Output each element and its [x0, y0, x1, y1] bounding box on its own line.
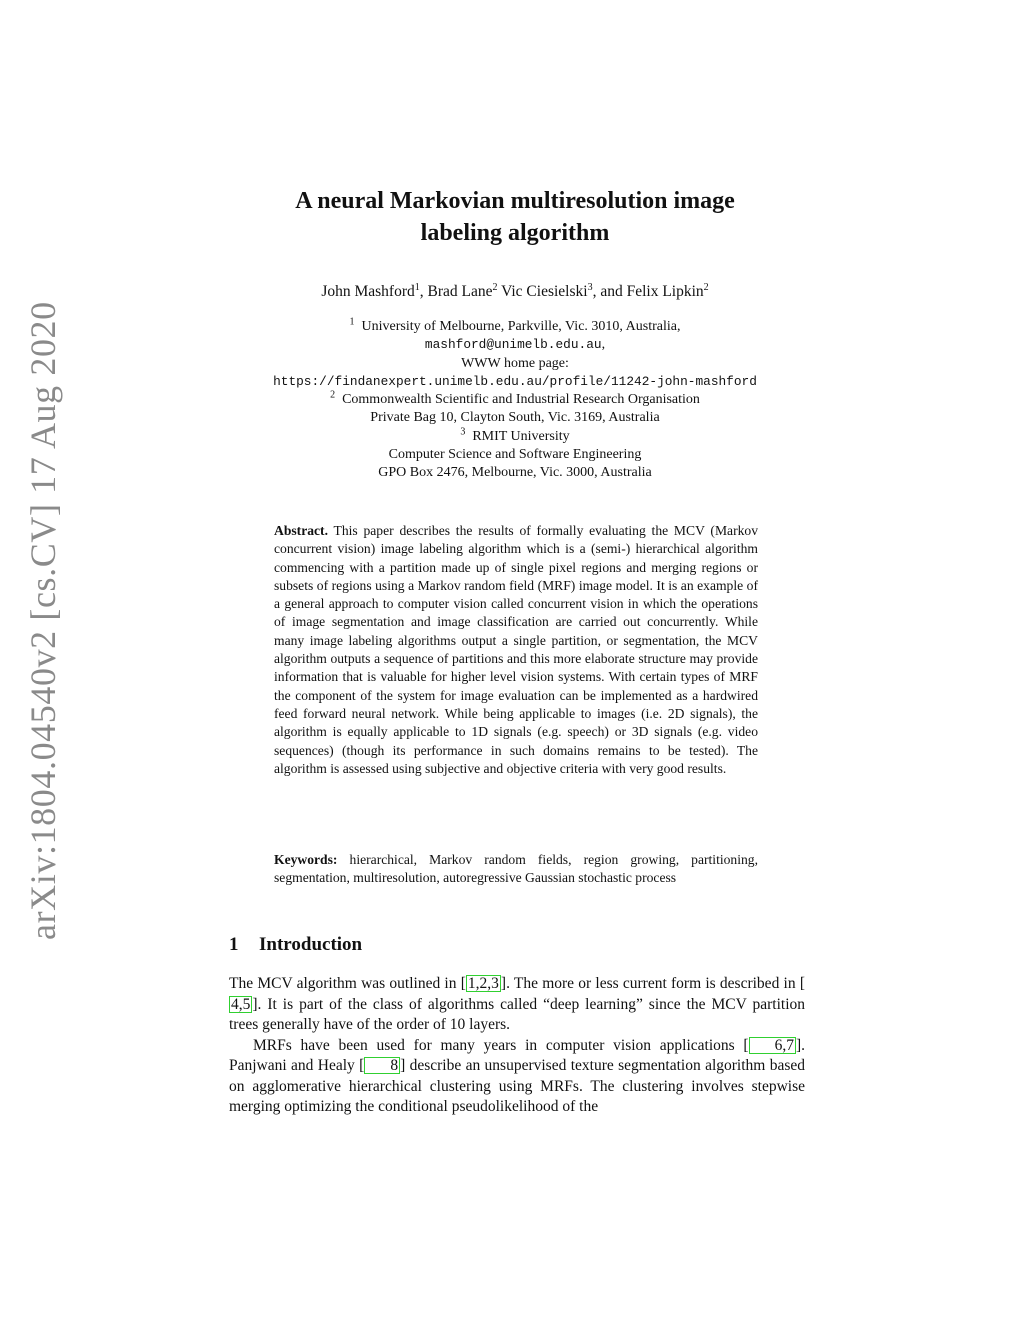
- text-run: The MCV algorithm was outlined in: [229, 975, 461, 992]
- author-name: Brad Lane: [427, 283, 493, 300]
- paragraph: MRFs have been used for many years in computer vision applications [ 6,7 ]. Panjwani and Healy [ 8 ] describe an unsupervised texture segmentation algorithm based on agglomerative hierarchical clustering using MRFs. The clustering involves stepwise merging optimizing the conditional pseudolikelihood of the: [229, 1036, 805, 1115]
- text-run: . The more or less current form is described in: [506, 975, 800, 992]
- affiliation-line: WWW home page:: [461, 355, 569, 371]
- affiliation-line: Computer Science and Software Engineering: [388, 447, 642, 463]
- affiliation-line: [200, 428, 830, 446]
- email-link[interactable]: mashford@unimelb.edu.au: [424, 337, 602, 353]
- abstract-label: Abstract.: [274, 523, 328, 538]
- author-name: Vic Ciesielski: [501, 283, 588, 300]
- affiliation-text: University of Melbourne, Parkville, Vic. 3010, Australia,: [361, 319, 681, 334]
- affiliation-text: Commonwealth Scientific and Industrial Research Organisation: [342, 392, 700, 408]
- email-separator: ,: [601, 337, 606, 353]
- keywords: [274, 851, 758, 888]
- affiliation-line: [200, 391, 830, 409]
- title-line-2: labeling algorithm: [420, 220, 610, 246]
- citation-link[interactable]: 6,7: [749, 1037, 796, 1054]
- text-run: describe an unsupervised texture segmentation algorithm based on agglomerative hierarchical clustering using MRFs. The clustering involves stepwise merging optimizing the conditional pseudolikelihood of the: [229, 1057, 805, 1115]
- text-run: MRFs have been used for many years in computer vision applications: [253, 1036, 744, 1054]
- author-affil-mark: 2: [703, 281, 709, 293]
- section-title: Introduction: [259, 934, 363, 955]
- introduction-body: [229, 974, 805, 1118]
- section-number: 1: [229, 934, 239, 955]
- text-run: . Panjwani and Healy: [229, 1036, 805, 1074]
- affiliations: [200, 318, 830, 483]
- arxiv-stamp: [20, 301, 70, 940]
- title-line-1: A neural Markovian multiresolution image: [295, 188, 735, 214]
- author-name: Felix Lipkin: [626, 283, 704, 300]
- author-separator: ,: [419, 283, 428, 300]
- affiliation-number: 3: [460, 426, 466, 438]
- text-run: . It is part of the class of algorithms called “deep learning” since the MCV partition trees generally have of the order of 10 layers.: [229, 995, 805, 1033]
- citation-link[interactable]: 8: [364, 1057, 400, 1074]
- section-heading: [229, 934, 809, 956]
- paragraph: The MCV algorithm was outlined in [ 1,2,3 ]. The more or less current form is described in [4,5 ]. It is part of the class of algorithms called “deep learning” since the MCV partition trees generally have of the order of 10 layers.: [229, 975, 805, 1033]
- keywords-text: hierarchical, Markov random fields, region growing, partitioning, segmentation, multiresolution, autoregressive Gaussian stochastic process: [274, 852, 759, 886]
- author-affil-mark: 1: [414, 281, 420, 293]
- arxiv-stamp-text: arXiv:1804.04540v2 [cs.CV] 17 Aug 2020: [23, 301, 63, 940]
- affiliation-line: Private Bag 10, Clayton South, Vic. 3169, Australia: [370, 410, 660, 426]
- homepage-link[interactable]: https://findanexpert.unimelb.edu.au/profile/11242-john-mashford: [273, 373, 757, 389]
- citation-link[interactable]: 1,2,3: [467, 975, 499, 992]
- affiliation-text: RMIT University: [472, 428, 570, 444]
- affiliation-line: [200, 336, 830, 354]
- author-separator: , and: [592, 283, 627, 300]
- abstract: [274, 522, 758, 778]
- author-affil-mark: 3: [587, 281, 593, 293]
- author-list: [200, 283, 830, 301]
- author-name: John Mashford: [321, 283, 415, 300]
- author-affil-mark: 2: [492, 281, 498, 293]
- affiliation-number: 2: [330, 389, 336, 401]
- affiliation-line: GPO Box 2476, Melbourne, Vic. 3000, Australia: [378, 465, 652, 481]
- affiliation-number: 1: [349, 316, 355, 328]
- affiliation-line: [200, 318, 830, 336]
- paper-title: [200, 185, 830, 249]
- citation-link[interactable]: 4,5: [231, 995, 251, 1013]
- abstract-text: This paper describes the results of formally evaluating the MCV (Markov concurrent vision) image labeling algorithm which is a (semi-) hierarchical algorithm commencing with a partition made up of single pixel regions and merging regions or subsets of regions using a Markov random field (MRF) image model. It is an example of a general approach to computer vision called concurrent vision in which the operations of image segmentation and image classification are carried out concurrently. While many image labeling algorithms output a single partition, or segmentation, the MCV algorithm outputs a sequence of partitions and this more elaborate structure may provide information that is valuable for higher level vision systems. With certain types of MRF the component of the system for image evaluation can be implemented as a hardwired feed forward neural network. While being applicable to images (i.e. 2D signals), the algorithm is equally applicable to 1D signals (e.g. speech) or 3D signals (e.g. video sequences) (though its performance in such domains remains to be tested). The algorithm is assessed using subjective and objective criteria with very good results.: [274, 523, 759, 776]
- keywords-label: Keywords:: [274, 852, 338, 867]
